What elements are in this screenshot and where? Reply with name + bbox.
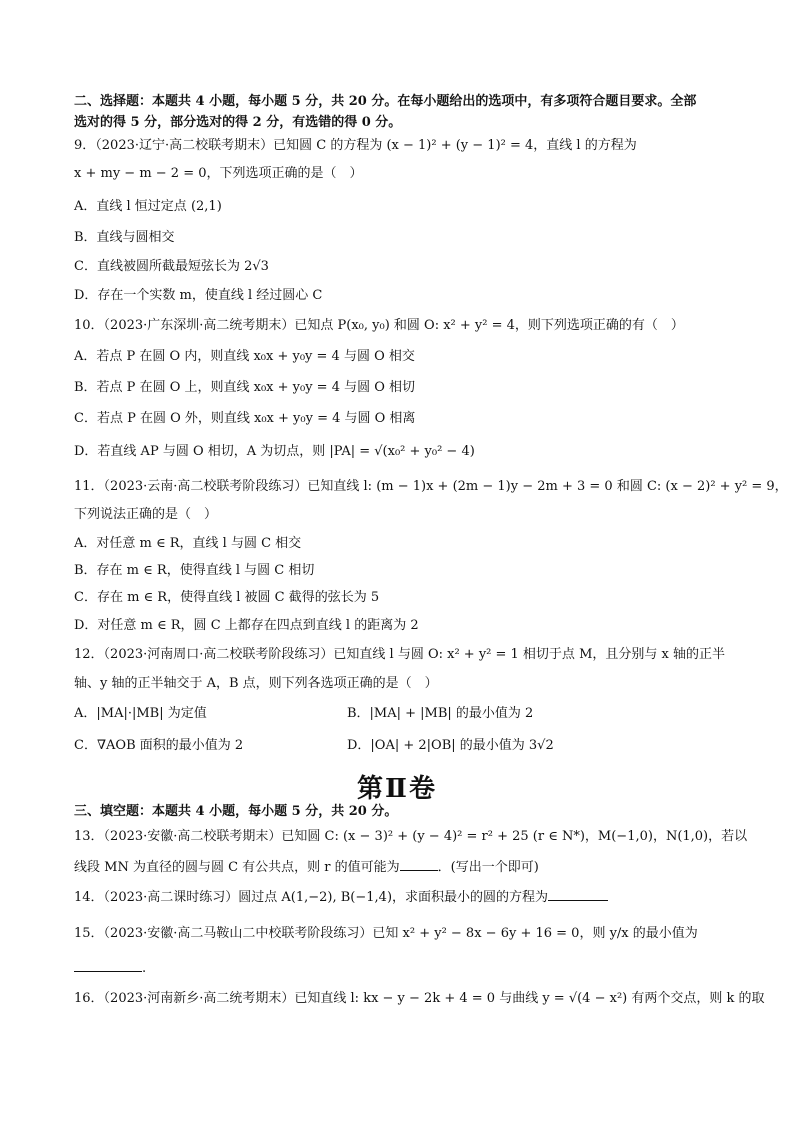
q14-stem-line bbox=[74, 887, 608, 907]
q16-stem-line1: 16．（2023·河南新乡·高二统考期末）已知直线 l: kx − y − 2k + 4 = 0 与曲线 y = √(4 − x²) 有两个交点，则 k 的取 bbox=[74, 991, 765, 1006]
q14-stem-text: 14．（2023·高二课时练习）圆过点 A(1,−2), B(−1,4)，求面积最小的圆的方程为 bbox=[74, 890, 549, 905]
q9-option-d: D．存在一个实数 m，使直线 l 经过圆心 C bbox=[74, 288, 323, 303]
q15-stem-line2 bbox=[74, 958, 146, 978]
q12-option-b: B．|MA| + |MB| 的最小值为 2 bbox=[347, 706, 534, 721]
section3-header: 三、填空题：本题共 4 小题，每小题 5 分，共 20 分。 bbox=[74, 804, 398, 819]
q10-stem-line1: 10．（2023·广东深圳·高二统考期末）已知点 P(x₀, y₀) 和圆 O: x² + y² = 4，则下列选项正确的有（ ） bbox=[74, 318, 684, 333]
volume-title: 第Ⅱ卷 bbox=[357, 774, 437, 804]
q12-option-a: A．|MA|·|MB| 为定值 bbox=[74, 706, 207, 721]
q10-option-b: B．若点 P 在圆 O 上，则直线 x₀x + y₀y = 4 与圆 O 相切 bbox=[74, 380, 416, 395]
q11-option-b: B．存在 m ∈ R，使得直线 l 与圆 C 相切 bbox=[74, 563, 315, 578]
q11-option-c: C．存在 m ∈ R，使得直线 l 被圆 C 截得的弦长为 5 bbox=[74, 590, 380, 605]
q12-stem-line2: 轴、y 轴的正半轴交于 A，B 点，则下列各选项正确的是（ ） bbox=[74, 676, 438, 691]
q13-stem-text: 线段 MN 为直径的圆与圆 C 有公共点，则 r 的值可能为 bbox=[74, 860, 400, 875]
q13-stem-line1: 13．（2023·安徽·高二校联考期末）已知圆 C: (x − 3)² + (y − 4)² = r² + 25 (r ∈ N*)，M(−1,0)，N(1,0)，若以 bbox=[74, 829, 748, 844]
q10-option-a: A．若点 P 在圆 O 内，则直线 x₀x + y₀y = 4 与圆 O 相交 bbox=[74, 349, 415, 364]
q11-stem-line1: 11．（2023·云南·高二校联考阶段练习）已知直线 l: (m − 1)x + (2m − 1)y − 2m + 3 = 0 和圆 C: (x − 2)² + y² = 9， bbox=[74, 479, 788, 494]
q14-answer-blank[interactable] bbox=[548, 887, 608, 901]
q10-option-d: D．若直线 AP 与圆 O 相切，A 为切点，则 |PA| = √(x₀² + y₀² − 4) bbox=[74, 444, 475, 459]
q13-answer-blank[interactable] bbox=[400, 857, 438, 871]
q9-stem-line2: x + my − m − 2 = 0，下列选项正确的是（ ） bbox=[74, 166, 363, 181]
q12-option-c: C．∇AOB 面积的最小值为 2 bbox=[74, 738, 244, 753]
q15-stem-end: . bbox=[142, 961, 147, 976]
q13-stem-note: ．(写出一个即可) bbox=[437, 860, 539, 875]
q9-option-c: C．直线被圆所截最短弦长为 2√3 bbox=[74, 259, 269, 274]
q15-answer-blank[interactable] bbox=[74, 958, 142, 972]
q10-option-c: C．若点 P 在圆 O 外，则直线 x₀x + y₀y = 4 与圆 O 相离 bbox=[74, 411, 416, 426]
q9-option-a: A．直线 l 恒过定点 (2,1) bbox=[74, 199, 222, 214]
q11-stem-line2: 下列说法正确的是（ ） bbox=[74, 507, 218, 522]
q9-stem-line1: 9．（2023·辽宁·高二校联考期末）已知圆 C 的方程为 (x − 1)² + (y − 1)² = 4，直线 l 的方程为 bbox=[74, 138, 637, 153]
q9-option-b: B．直线与圆相交 bbox=[74, 230, 175, 245]
section2-header-line1: 二、选择题：本题共 4 小题，每小题 5 分，共 20 分。在每小题给出的选项中，有多项符合题目要求。全部 bbox=[74, 94, 697, 109]
q11-option-a: A．对任意 m ∈ R，直线 l 与圆 C 相交 bbox=[74, 536, 302, 551]
q12-option-d: D．|OA| + 2|OB| 的最小值为 3√2 bbox=[347, 738, 554, 753]
q13-stem-line2 bbox=[74, 857, 539, 877]
q12-stem-line1: 12．（2023·河南周口·高二校联考阶段练习）已知直线 l 与圆 O: x² + y² = 1 相切于点 M，且分别与 x 轴的正半 bbox=[74, 647, 725, 662]
section2-header-line2: 选对的得 5 分，部分选对的得 2 分，有选错的得 0 分。 bbox=[74, 115, 402, 130]
q11-option-d: D．对任意 m ∈ R，圆 C 上都存在四点到直线 l 的距离为 2 bbox=[74, 618, 419, 633]
q15-stem-line1: 15．（2023·安徽·高二马鞍山二中校联考阶段练习）已知 x² + y² − 8x − 6y + 16 = 0，则 y/x 的最小值为 bbox=[74, 926, 698, 941]
